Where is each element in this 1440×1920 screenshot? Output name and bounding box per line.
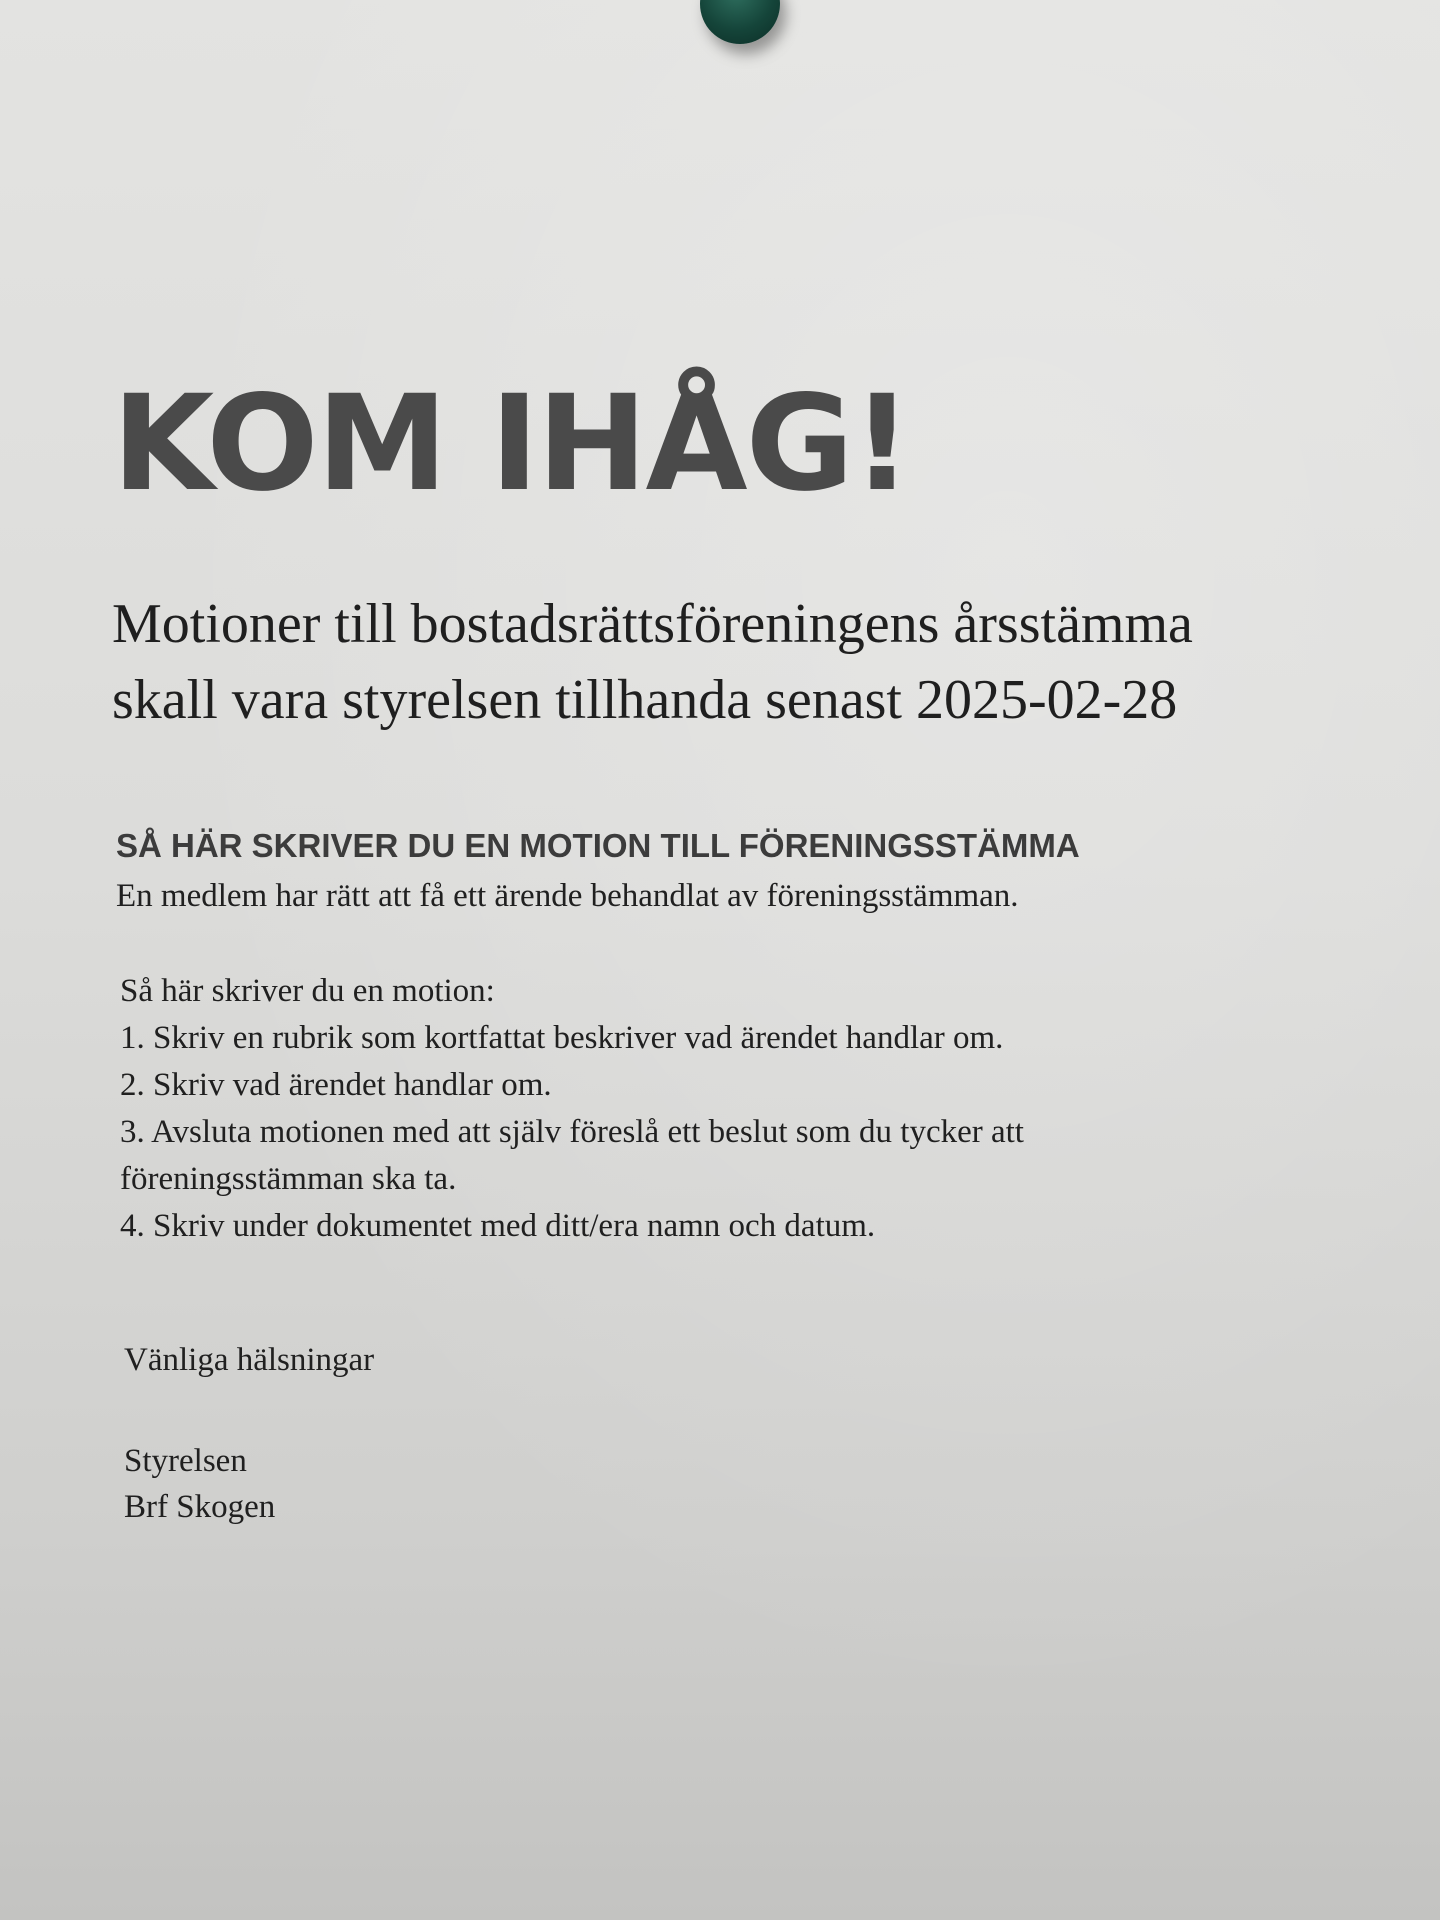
closing-greeting: Vänliga hälsningar — [124, 1342, 375, 1378]
push-pin-icon — [700, 0, 780, 44]
step-item: 3. Avsluta motionen med att själv föreslå ett beslut som du tycker att — [120, 1114, 1024, 1150]
notice-title: KOM IHÅG! — [112, 367, 911, 521]
steps-intro: Så här skriver du en motion: — [120, 973, 495, 1009]
section-heading: SÅ HÄR SKRIVER DU EN MOTION TILL FÖRENINGSSTÄMMA — [116, 827, 1080, 864]
lead-line-1: Motioner till bostadsrättsföreningens årsstämma — [112, 593, 1193, 655]
step-item: 1. Skriv en rubrik som kortfattat beskriver vad ärendet handlar om. — [120, 1020, 1004, 1056]
step-item: 4. Skriv under dokumentet med ditt/era namn och datum. — [120, 1208, 876, 1244]
steps-list — [120, 968, 1024, 1250]
intro-text: En medlem har rätt att få ett ärende behandlat av föreningsstämman. — [116, 878, 1019, 914]
notice-lead — [112, 586, 1352, 738]
step-item: 2. Skriv vad ärendet handlar om. — [120, 1067, 552, 1103]
lead-line-2: skall vara styrelsen tillhanda senast 2025-02-28 — [112, 669, 1178, 731]
signature-board: Styrelsen — [124, 1443, 247, 1479]
signature-association: Brf Skogen — [124, 1489, 276, 1525]
step-item-continuation: föreningsstämman ska ta. — [120, 1161, 457, 1197]
